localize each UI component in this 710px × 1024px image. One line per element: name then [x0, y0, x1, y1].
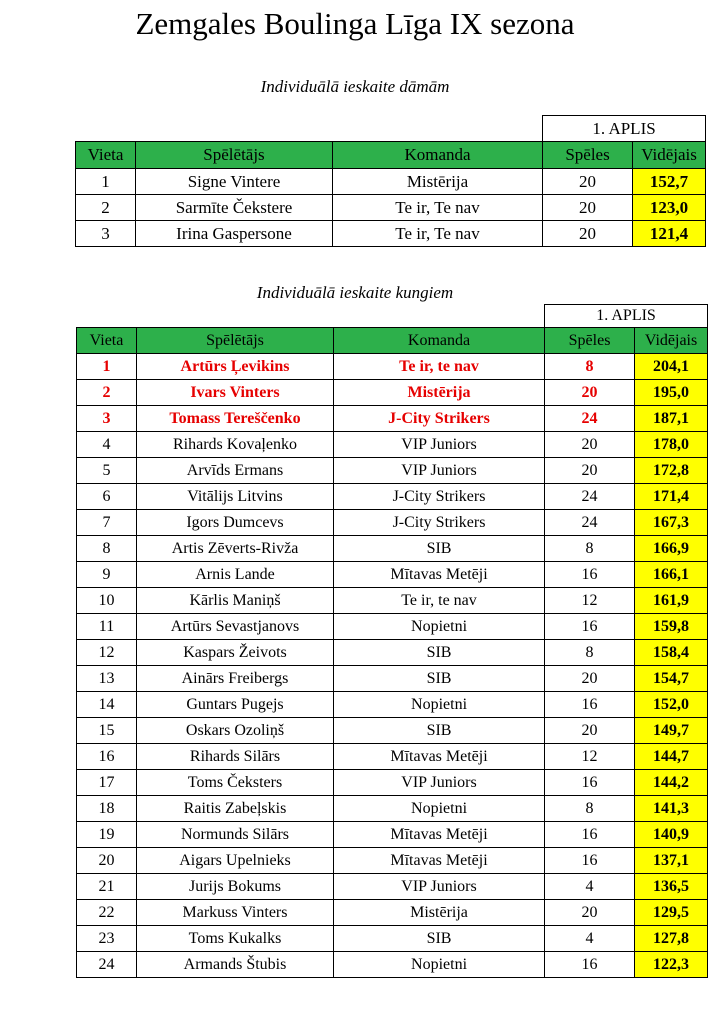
table-row [77, 640, 708, 666]
games-cell: 20 [543, 221, 633, 247]
team-cell: Mītavas Metēji [334, 562, 545, 588]
table-row [77, 822, 708, 848]
table-row [77, 432, 708, 458]
place-cell: 11 [77, 614, 137, 640]
games-cell: 20 [543, 195, 633, 221]
player-cell: Armands Štubis [137, 952, 334, 978]
games-cell: 12 [545, 744, 635, 770]
round-label: 1. APLIS [545, 305, 708, 328]
table-row [77, 770, 708, 796]
average-cell: 154,7 [635, 666, 708, 692]
games-cell: 8 [545, 796, 635, 822]
player-cell: Arvīds Ermans [137, 458, 334, 484]
average-cell: 141,3 [635, 796, 708, 822]
average-cell: 123,0 [633, 195, 706, 221]
games-cell: 16 [545, 692, 635, 718]
team-cell: Te ir, Te nav [333, 221, 543, 247]
table-row [77, 354, 708, 380]
player-cell: Artūrs Sevastjanovs [137, 614, 334, 640]
average-cell: 166,1 [635, 562, 708, 588]
average-cell: 137,1 [635, 848, 708, 874]
place-cell: 13 [77, 666, 137, 692]
table-row [77, 510, 708, 536]
place-cell: 2 [76, 195, 136, 221]
table-row [77, 926, 708, 952]
team-cell: VIP Juniors [334, 458, 545, 484]
player-cell: Arnis Lande [137, 562, 334, 588]
games-cell: 20 [545, 718, 635, 744]
player-cell: Toms Kukalks [137, 926, 334, 952]
games-cell: 4 [545, 874, 635, 900]
games-cell: 24 [545, 510, 635, 536]
team-cell: Te ir, te nav [334, 354, 545, 380]
table-row [77, 458, 708, 484]
team-cell: Nopietni [334, 796, 545, 822]
blank-cell [76, 116, 543, 142]
place-cell: 1 [76, 169, 136, 195]
average-cell: 144,2 [635, 770, 708, 796]
player-cell: Rihards Silārs [137, 744, 334, 770]
team-cell: Nopietni [334, 952, 545, 978]
place-cell: 3 [76, 221, 136, 247]
average-cell: 152,7 [633, 169, 706, 195]
table-row [76, 195, 706, 221]
header-average: Vidējais [635, 328, 708, 354]
average-cell: 136,5 [635, 874, 708, 900]
player-cell: Igors Dumcevs [137, 510, 334, 536]
average-cell: 129,5 [635, 900, 708, 926]
place-cell: 21 [77, 874, 137, 900]
team-cell: Mītavas Metēji [334, 848, 545, 874]
table-row [77, 666, 708, 692]
average-cell: 127,8 [635, 926, 708, 952]
player-cell: Toms Čeksters [137, 770, 334, 796]
average-cell: 159,8 [635, 614, 708, 640]
table-row [77, 718, 708, 744]
team-cell: Te ir, Te nav [333, 195, 543, 221]
table-row [77, 952, 708, 978]
player-cell: Aigars Upelnieks [137, 848, 334, 874]
player-cell: Markuss Vinters [137, 900, 334, 926]
team-cell: VIP Juniors [334, 874, 545, 900]
player-cell: Kaspars Žeivots [137, 640, 334, 666]
team-cell: Te ir, te nav [334, 588, 545, 614]
average-cell: 122,3 [635, 952, 708, 978]
table-row [77, 406, 708, 432]
team-cell: J-City Strikers [334, 406, 545, 432]
player-cell: Artūrs Ļevikins [137, 354, 334, 380]
team-cell: SIB [334, 926, 545, 952]
men-ranking-table [76, 304, 708, 978]
games-cell: 8 [545, 640, 635, 666]
games-cell: 16 [545, 562, 635, 588]
team-cell: Mītavas Metēji [334, 822, 545, 848]
place-cell: 10 [77, 588, 137, 614]
place-cell: 15 [77, 718, 137, 744]
place-cell: 16 [77, 744, 137, 770]
place-cell: 20 [77, 848, 137, 874]
place-cell: 7 [77, 510, 137, 536]
header-player: Spēlētājs [136, 142, 333, 169]
games-cell: 24 [545, 484, 635, 510]
table-row [77, 692, 708, 718]
place-cell: 6 [77, 484, 137, 510]
header-team: Komanda [333, 142, 543, 169]
games-cell: 4 [545, 926, 635, 952]
average-cell: 167,3 [635, 510, 708, 536]
team-cell: J-City Strikers [334, 484, 545, 510]
header-team: Komanda [334, 328, 545, 354]
player-cell: Signe Vintere [136, 169, 333, 195]
player-cell: Artis Zēverts-Rivža [137, 536, 334, 562]
team-cell: VIP Juniors [334, 432, 545, 458]
player-cell: Tomass Tereščenko [137, 406, 334, 432]
header-place: Vieta [76, 142, 136, 169]
average-cell: 161,9 [635, 588, 708, 614]
team-cell: Nopietni [334, 614, 545, 640]
team-cell: SIB [334, 666, 545, 692]
place-cell: 24 [77, 952, 137, 978]
games-cell: 8 [545, 536, 635, 562]
blank-cell [77, 305, 545, 328]
average-cell: 158,4 [635, 640, 708, 666]
round-header-row [77, 305, 708, 328]
games-cell: 20 [545, 900, 635, 926]
table-row [77, 588, 708, 614]
place-cell: 19 [77, 822, 137, 848]
place-cell: 23 [77, 926, 137, 952]
table-row [77, 874, 708, 900]
table-row [77, 562, 708, 588]
player-cell: Raitis Zabeļskis [137, 796, 334, 822]
table-row [77, 484, 708, 510]
team-cell: Mītavas Metēji [334, 744, 545, 770]
women-ranking-subtitle: Individuālā ieskaite dāmām [260, 77, 450, 96]
column-header-row [77, 328, 708, 354]
team-cell: SIB [334, 536, 545, 562]
average-cell: 187,1 [635, 406, 708, 432]
player-cell: Sarmīte Čekstere [136, 195, 333, 221]
round-header-row [76, 116, 706, 142]
games-cell: 16 [545, 822, 635, 848]
table-row [77, 744, 708, 770]
table-row [77, 848, 708, 874]
round-label: 1. APLIS [543, 116, 706, 142]
place-cell: 4 [77, 432, 137, 458]
games-cell: 20 [545, 380, 635, 406]
average-cell: 149,7 [635, 718, 708, 744]
table-row [76, 169, 706, 195]
header-games: Spēles [543, 142, 633, 169]
team-cell: Mistērija [334, 900, 545, 926]
average-cell: 144,7 [635, 744, 708, 770]
games-cell: 16 [545, 952, 635, 978]
team-cell: VIP Juniors [334, 770, 545, 796]
player-cell: Guntars Pugejs [137, 692, 334, 718]
page-title: Zemgales Boulinga Līga IX sezona [135, 6, 575, 41]
header-place: Vieta [77, 328, 137, 354]
average-cell: 121,4 [633, 221, 706, 247]
average-cell: 152,0 [635, 692, 708, 718]
team-cell: Mistērija [334, 380, 545, 406]
header-games: Spēles [545, 328, 635, 354]
average-cell: 166,9 [635, 536, 708, 562]
team-cell: J-City Strikers [334, 510, 545, 536]
player-cell: Vitālijs Litvins [137, 484, 334, 510]
table-row [77, 614, 708, 640]
place-cell: 22 [77, 900, 137, 926]
column-header-row [76, 142, 706, 169]
table-row [76, 221, 706, 247]
player-cell: Rihards Kovaļenko [137, 432, 334, 458]
place-cell: 2 [77, 380, 137, 406]
table-row [77, 536, 708, 562]
player-cell: Kārlis Maniņš [137, 588, 334, 614]
games-cell: 8 [545, 354, 635, 380]
place-cell: 12 [77, 640, 137, 666]
games-cell: 20 [545, 458, 635, 484]
header-player: Spēlētājs [137, 328, 334, 354]
place-cell: 8 [77, 536, 137, 562]
team-cell: Nopietni [334, 692, 545, 718]
place-cell: 3 [77, 406, 137, 432]
player-cell: Jurijs Bokums [137, 874, 334, 900]
men-ranking-subtitle: Individuālā ieskaite kungiem [256, 283, 454, 302]
table-row [77, 796, 708, 822]
games-cell: 24 [545, 406, 635, 432]
games-cell: 16 [545, 614, 635, 640]
place-cell: 9 [77, 562, 137, 588]
player-cell: Normunds Silārs [137, 822, 334, 848]
average-cell: 195,0 [635, 380, 708, 406]
player-cell: Irina Gaspersone [136, 221, 333, 247]
team-cell: Mistērija [333, 169, 543, 195]
games-cell: 20 [545, 432, 635, 458]
games-cell: 16 [545, 770, 635, 796]
average-cell: 140,9 [635, 822, 708, 848]
average-cell: 171,4 [635, 484, 708, 510]
games-cell: 12 [545, 588, 635, 614]
place-cell: 1 [77, 354, 137, 380]
average-cell: 178,0 [635, 432, 708, 458]
average-cell: 204,1 [635, 354, 708, 380]
table-row [77, 380, 708, 406]
team-cell: SIB [334, 718, 545, 744]
player-cell: Oskars Ozoliņš [137, 718, 334, 744]
place-cell: 17 [77, 770, 137, 796]
place-cell: 14 [77, 692, 137, 718]
games-cell: 20 [545, 666, 635, 692]
games-cell: 20 [543, 169, 633, 195]
average-cell: 172,8 [635, 458, 708, 484]
table-row [77, 900, 708, 926]
games-cell: 16 [545, 848, 635, 874]
player-cell: Ivars Vinters [137, 380, 334, 406]
women-ranking-table [75, 115, 706, 247]
team-cell: SIB [334, 640, 545, 666]
place-cell: 5 [77, 458, 137, 484]
player-cell: Ainārs Freibergs [137, 666, 334, 692]
place-cell: 18 [77, 796, 137, 822]
header-average: Vidējais [633, 142, 706, 169]
